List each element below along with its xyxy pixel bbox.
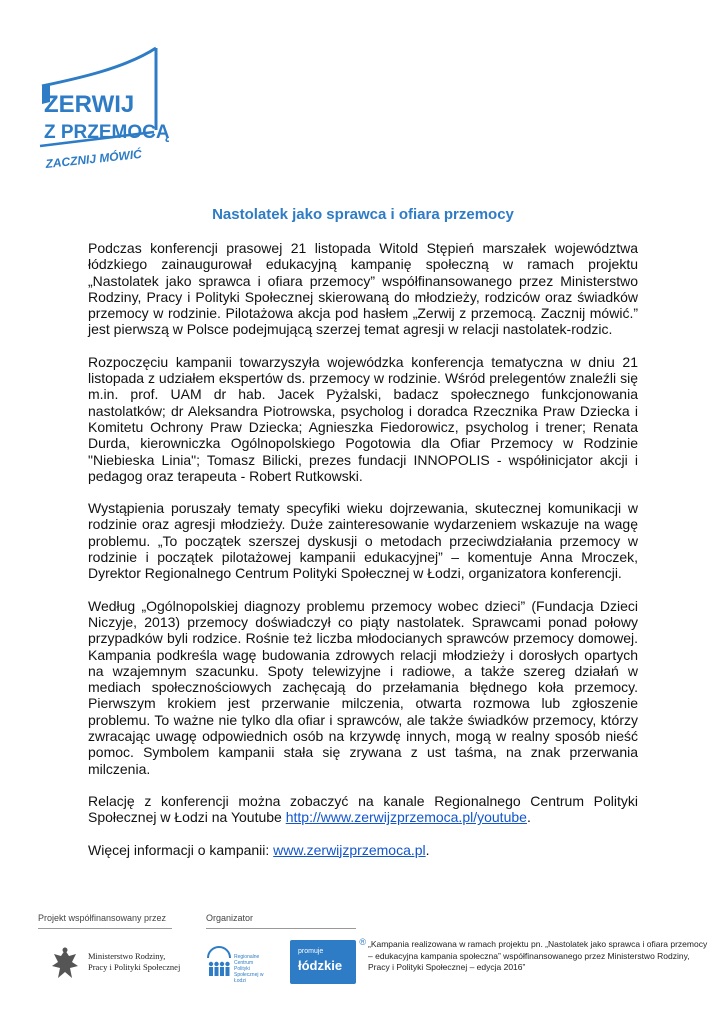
paragraph-more-info <box>88 842 638 858</box>
youtube-link[interactable]: http://www.zerwijzprzemoca.pl/youtube <box>285 809 527 826</box>
relation-text: Relację z konferencji można zobaczyć na kanale Regionalnego Centrum Polityki Społecznej w Łodzi na Youtube <box>88 792 638 826</box>
rcps-line2: Centrum <box>234 960 254 966</box>
paragraph-3: Wystąpienia poruszały tematy specyfiki wieku dojrzewania, skutecznej komunikacji w rodzinie oraz agresji młodzieży. Duże zainteresowanie wydarzeniem wskazuje na wagę problemu. „To początek szerszej dyskusji o metodach przeciwdziałania przemocy w rodzinie i początek pilotażowej kampanii edukacyjnej” – komentuje Anna Mroczek, Dyrektor Regionalnego Centrum Polityki Społecznej w Łodzi, organizatora konferencji. <box>88 500 638 582</box>
rcps-name <box>234 954 276 984</box>
page-title: Nastolatek jako sprawca i ofiara przemocy <box>212 206 514 223</box>
footer-divider-2 <box>206 928 356 929</box>
zerwij-z-przemoca-logo <box>30 38 170 188</box>
ministry-logo <box>50 944 190 984</box>
logo-line1: ZERWIJ <box>44 91 135 118</box>
more-info-text: Więcej informacji o kampanii: <box>88 841 274 858</box>
paragraph-2: Rozpoczęciu kampanii towarzyszyła wojewódzka konferencja tematyczna w dniu 21 listopada z udziałem ekspertów ds. przemocy w rodzinie. Wśród prelegentów znaleźli się m.in. prof. UAM dr hab. Jacek Pyżalski, badacz społecznego funkcjonowania nastolatków; dr Aleksandra Piotrowska, psycholog i doradca Rzecznika Praw Dziecka i Komitetu Ochrony Praw Dziecka; Agnieszka Fiedorowicz, psycholog i trener; Renata Durda, kierowniczka Ogólnopolskiego Pogotowia dla Ofiar Przemocy w Rodzinie "Niebieska Linia"; Tomasz Bilicki, prezes fundacji INNOPOLIS - współinicjator akcji i pedagog oraz terapeuta - Robert Rutkowski. <box>88 353 638 484</box>
organizer-label: Organizator <box>206 913 254 923</box>
relation-suffix: . <box>526 809 531 826</box>
more-info-suffix: . <box>425 841 430 858</box>
lodzkie-big: łódzkie <box>298 958 343 973</box>
logo-line3: ZACZNIJ MÓWIĆ <box>44 146 143 171</box>
paragraph-1: Podczas konferencji prasowej 21 listopada Witold Stępień marszałek województwa łódzkiego zainaugurował edukacyjną kampanię społeczną w ramach projektu „Nastolatek jako sprawca i ofiara przemocy” współfinansowanego przez Ministerstwo Rodziny, Pracy i Polityki Społecznej skierowaną do młodzieży, rodziców oraz świadków przemocy w rodzinie. Pilotażowa akcja pod hasłem „Zerwij z przemocą. Zacznij mówić.” jest pierwszą w Polsce podejmującą szerzej temat agresji w relacji nastolatek-rodzic. <box>88 240 638 338</box>
promuje-lodzkie-logo <box>290 937 366 984</box>
ministry-line1: Ministerstwo Rodziny, <box>88 951 166 961</box>
rcps-logo <box>206 944 276 984</box>
paragraph-4: Według „Ogólnopolskiej diagnozy problemu przemocy wobec dzieci” (Fundacja Dzieci Niczyje, 2013) przemocy doświadczył co piąty nastolatek. Sprawcami ponad połowy przypadków byli rodzice. Rośnie też liczba młodocianych sprawców przemocy domowej. Kampania podkreśla wagę budowania zdrowych relacji młodzieży i dorosłych opartych na wzajemnym szacunku. Spoty telewizyjne i radiowe, a także szereg działań w mediach społecznościowych zachęcają do przełamania błędnego koła przemocy. Pierwszym krokiem jest przerwanie milczenia, otwarta rozmowa lub zgłoszenie problemu. To ważne nie tylko dla ofiar i sprawców, ale także świadków przemocy, którzy zwracając uwagę odpowiednich osób na krzywdę innych, mogą w realny sposób nieść pomoc. Symbolem kampanii stała się zrywana z ust taśma, na znak przerwania milczenia. <box>88 597 638 777</box>
footer-divider-1 <box>38 928 172 929</box>
article-body <box>88 240 638 874</box>
eagle-emblem-icon <box>50 946 80 982</box>
campaign-note: „Kampania realizowana w ramach projektu pn. „Nastolatek jako sprawca i ofiara przemocy – edukacyjna kampania społeczna” współfinansowanego przez Ministerstwo Rodziny, Pracy i Polityki Społecznej – edycja 2016” <box>368 939 708 972</box>
registered-icon: ® <box>359 937 366 947</box>
rcps-line3: Polityki <box>234 966 250 972</box>
cofinanced-label: Projekt współfinansowany przez <box>38 913 167 923</box>
ministry-line2: Pracy i Polityki Społecznej <box>88 962 181 972</box>
website-link[interactable]: www.zerwijzprzemoca.pl <box>273 841 426 858</box>
rcps-line4: Społecznej w Łodzi <box>234 972 264 984</box>
ministry-name <box>88 951 180 973</box>
lodzkie-small: promuje <box>298 948 324 955</box>
rcps-people-icon <box>206 946 232 980</box>
paragraph-relation <box>88 793 638 826</box>
logo-line2: Z PRZEMOCĄ <box>44 122 170 143</box>
rcps-line1: Regionalne <box>234 954 260 960</box>
